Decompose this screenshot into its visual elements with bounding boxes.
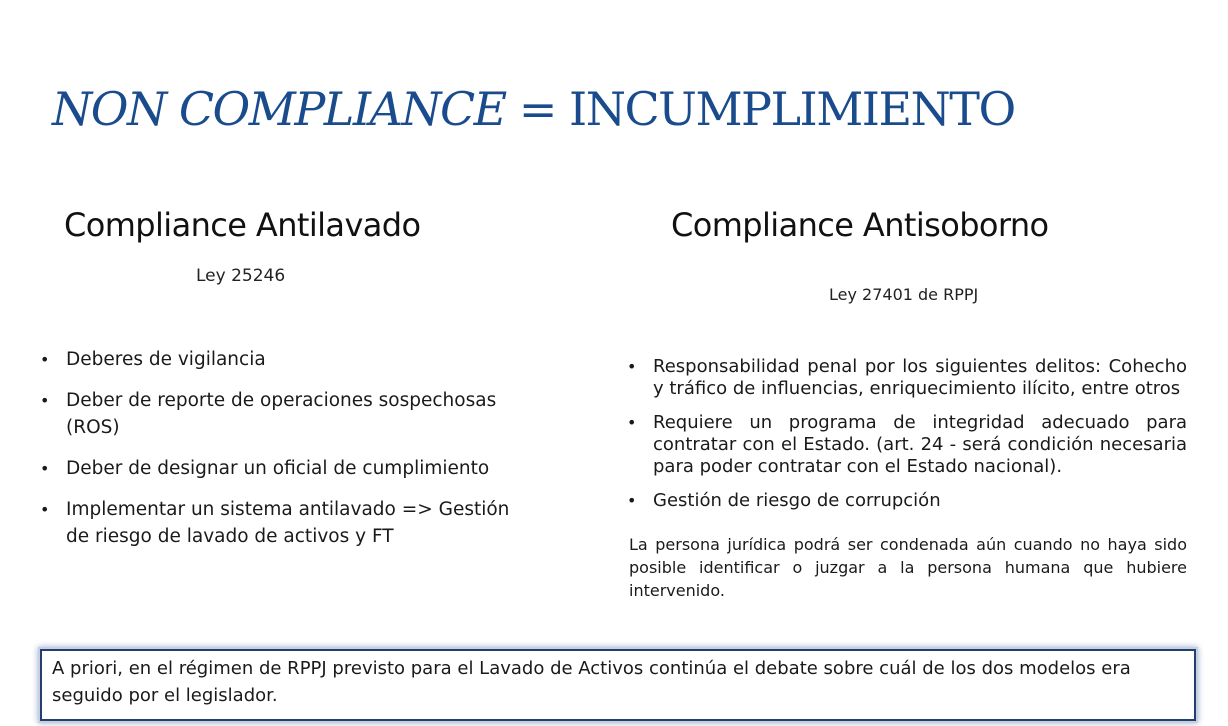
list-item: • Implementar un sistema antilavado => Gestión de riesgo de lavado de activos y FT bbox=[40, 496, 520, 550]
list-item: • Deber de reporte de operaciones sospechosas (ROS) bbox=[40, 387, 520, 441]
right-note: La persona jurídica podrá ser condenada aún cuando no haya sido posible identificar o juzgar a la persona humana que hubiere intervenido. bbox=[629, 535, 1187, 600]
list-item: • Deberes de vigilancia bbox=[40, 346, 520, 373]
list-item: • Gestión de riesgo de corrupción bbox=[627, 490, 1187, 512]
slide-title bbox=[52, 82, 1202, 136]
title-italic: NON COMPLIANCE bbox=[52, 82, 506, 136]
list-item: • Responsabilidad penal por los siguientes delitos: Cohecho y tráfico de influencias, enriquecimiento ilícito, entre otros bbox=[627, 356, 1187, 400]
footer-callout: A priori, en el régimen de RPPJ previsto para el Lavado de Activos continúa el debate sobre cuál de los dos modelos era seguido por el legislador. bbox=[40, 649, 1196, 721]
list-item: • Deber de designar un oficial de cumplimiento bbox=[40, 455, 520, 482]
right-bullet-list bbox=[627, 356, 1187, 524]
title-rest: = INCUMPLIMIENTO bbox=[505, 82, 1015, 136]
left-heading: Compliance Antilavado bbox=[64, 206, 421, 244]
list-item: • Requiere un programa de integridad adecuado para contratar con el Estado. (art. 24 - será condición necesaria para poder contratar con el Estado nacional). bbox=[627, 412, 1187, 478]
right-heading: Compliance Antisoborno bbox=[671, 206, 1049, 244]
right-law: Ley 27401 de RPPJ bbox=[829, 285, 979, 304]
left-law: Ley 25246 bbox=[196, 266, 286, 286]
left-bullet-list bbox=[40, 346, 520, 564]
